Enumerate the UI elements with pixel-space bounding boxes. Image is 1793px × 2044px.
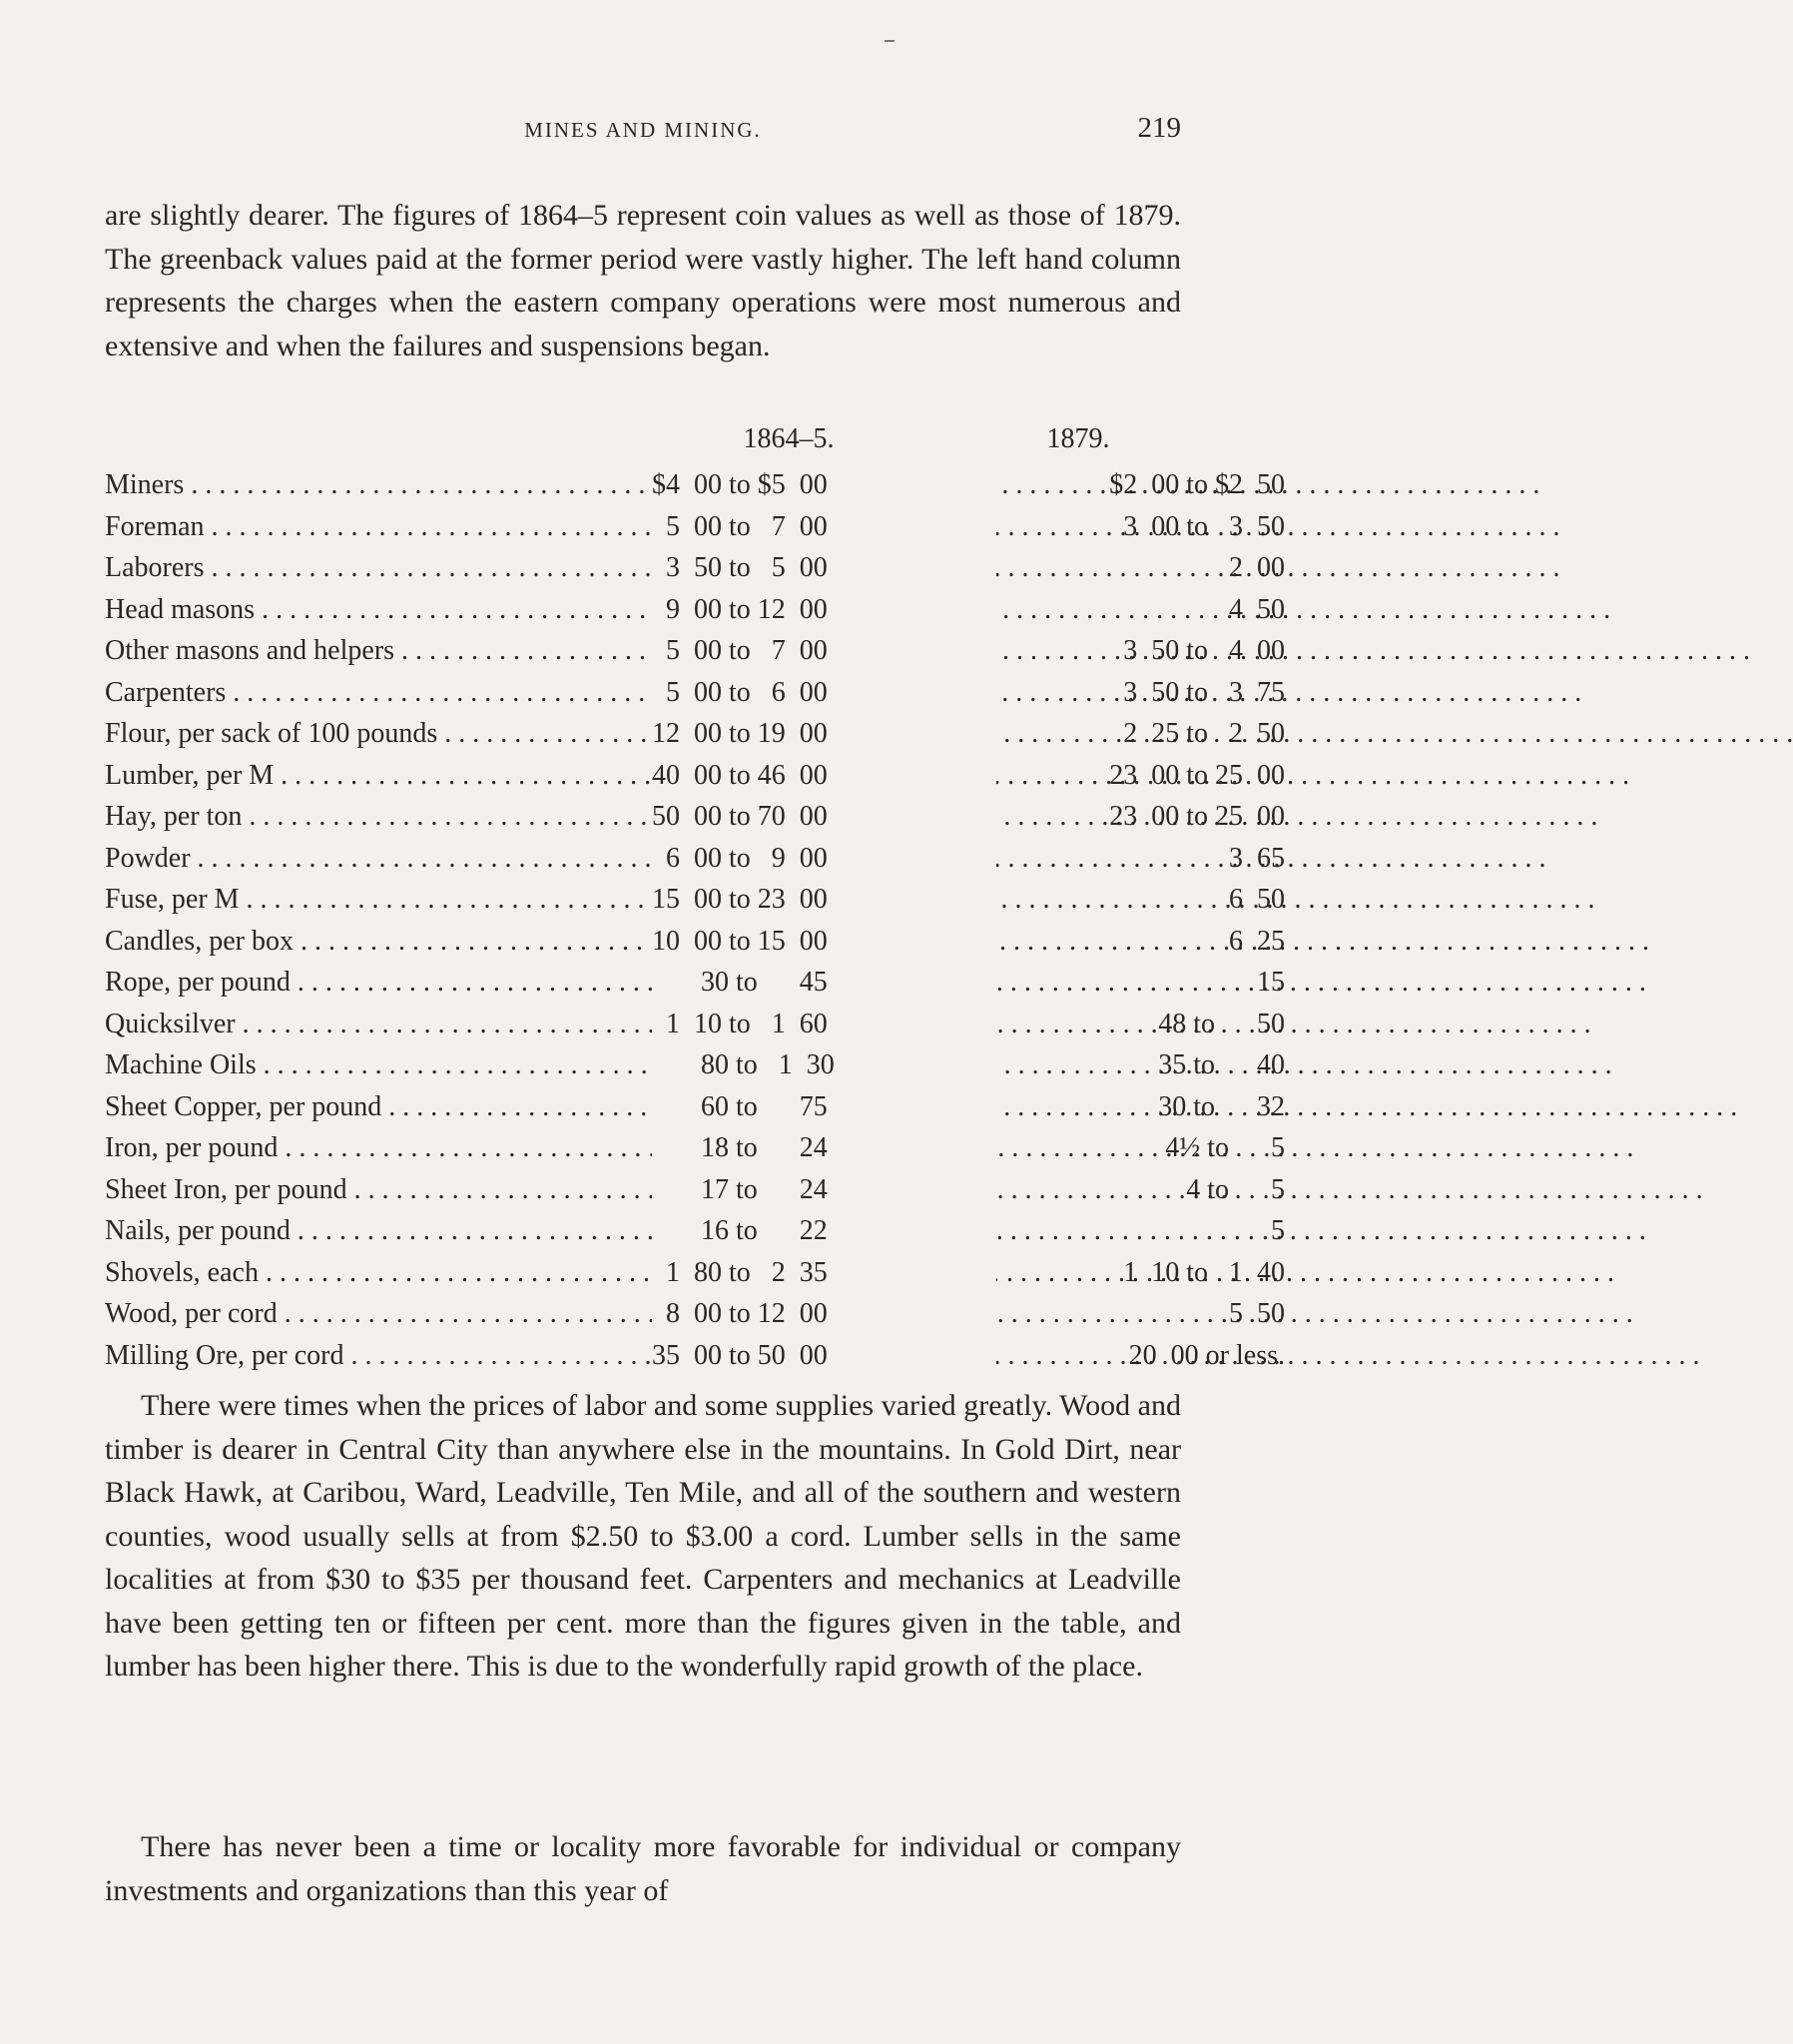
item-label: Flour, per sack of 100 pounds . . . (105, 713, 652, 755)
item-label: Iron, per pound . . . (105, 1127, 652, 1169)
running-head (105, 112, 1181, 154)
table-row (105, 921, 1285, 963)
price-1879: 4 50 (1229, 593, 1285, 625)
price-1879: 3 65 (1229, 842, 1285, 874)
paragraph-times-text: There were times when the prices of labor and some supplies varied greatly. Wood and timber is dearer in Central City than anywhere else in the mountains. In Gold Dirt, near Black Hawk, at Caribou, Ward, Leadville, Ten Mile, and all of the southern and western counties, wood usually sells at from $2.50 to $3.00 a cord. Lumber sells in the same localities at from $30 to $35 per thousand feet. Carpenters and mechanics at Leadville have been getting ten or fifteen per cent. more than the figures given in the table, and lumber has been higher there. This is due to the wonderfully rapid growth of the place. (105, 1389, 1181, 1683)
item-label: Foreman . . . (105, 506, 652, 548)
price-table (105, 464, 1285, 1376)
price-1879: 35 to 40 (1158, 1049, 1285, 1080)
item-label: Machine Oils . . . (105, 1044, 652, 1086)
price-1864: 60 to 75 (652, 1086, 996, 1128)
paragraph-investments-text: There has never been a time or locality more favorable for individual or company investments and organizations than this year of (105, 1830, 1181, 1907)
item-label: Head masons . . . (105, 589, 652, 631)
table-row (105, 464, 1285, 506)
price-1879: 3 00 to 3 50 (1123, 510, 1285, 542)
page-number: 219 (1137, 112, 1181, 144)
paragraph-investments (105, 1825, 1181, 1912)
price-1864: 15 00 to 23 00 (652, 879, 996, 921)
item-label: Powder . . . (105, 838, 652, 880)
table-row (105, 879, 1285, 921)
price-1864: $4 00 to $5 00 (652, 464, 996, 506)
price-1864: 5 00 to 7 00 (652, 506, 996, 548)
item-label: Wood, per cord . . . (105, 1293, 652, 1335)
table-row (105, 630, 1285, 672)
price-1864: 16 to 22 (652, 1210, 996, 1252)
item-label: Miners . . . (105, 464, 652, 506)
table-row (105, 506, 1285, 548)
item-label: Hay, per ton . . . (105, 796, 652, 838)
price-1879: 2 25 to 2 50 (1123, 718, 1285, 749)
price-1879: 3 50 to 3 75 (1123, 676, 1285, 708)
price-1864: 5 00 to 6 00 (652, 672, 996, 714)
price-1864: 1 10 to 1 60 (652, 1004, 996, 1045)
period-header-1864: 1864–5. (743, 423, 835, 454)
running-title: MINES AND MINING. (524, 118, 762, 142)
table-row (105, 755, 1285, 797)
item-label: Fuse, per M . . . (105, 879, 652, 921)
table-row (105, 1210, 1285, 1252)
table-row (105, 713, 1285, 755)
price-1864: 6 00 to 9 00 (652, 838, 996, 880)
table-row (105, 838, 1285, 880)
price-1864: 18 to 24 (652, 1127, 996, 1169)
price-1879: 23 00 to 25 00 (1109, 759, 1285, 791)
table-row (105, 1293, 1285, 1335)
price-1879: 1 10 to 1 40 (1123, 1256, 1285, 1288)
price-1864: 30 to 45 (652, 962, 996, 1004)
price-1879: 15 (1257, 967, 1285, 998)
price-1879: 4 to 5 (1186, 1173, 1285, 1205)
table-row (105, 1127, 1285, 1169)
item-label: Carpenters . . . (105, 672, 652, 714)
item-label: Rope, per pound . . . (105, 962, 652, 1004)
item-label: Nails, per pound . . . (105, 1210, 652, 1252)
intro-paragraph: are slightly dearer. The figures of 1864–5 represent coin values as well as those of 1879. The greenback values paid at the former period were vastly higher. The left hand column represents the charges when the eastern company operations were most numerous and extensive and when the failures and suspensions began. (105, 199, 1181, 362)
table-row (105, 1086, 1285, 1128)
table-row (105, 547, 1285, 589)
price-1864: 5 00 to 7 00 (652, 630, 996, 672)
price-1864: 17 to 24 (652, 1169, 996, 1211)
table-row (105, 1044, 1285, 1086)
item-label: Sheet Iron, per pound . . . (105, 1169, 652, 1211)
paragraph-times (105, 1384, 1181, 1689)
table-row (105, 1335, 1285, 1377)
table-row (105, 796, 1285, 838)
price-1864: 9 00 to 12 00 (652, 589, 996, 631)
price-1879: $2 00 to $2 50 (1109, 469, 1285, 500)
price-1864: 40 00 to 46 00 (652, 755, 996, 797)
top-mark (885, 40, 895, 42)
price-1864: 3 50 to 5 00 (652, 547, 996, 589)
table-row (105, 1252, 1285, 1294)
price-1879: 5 50 (1229, 1298, 1285, 1329)
price-1879: 20 00 or less. (1128, 1339, 1285, 1371)
item-label: Candles, per box . . . (105, 921, 652, 963)
item-label: Sheet Copper, per pound . . . (105, 1086, 652, 1128)
price-1879: 4½ to 5 (1165, 1132, 1285, 1163)
price-1864: 10 00 to 15 00 (652, 921, 996, 963)
price-1879: 48 to 50 (1158, 1008, 1285, 1039)
price-1864: 8 00 to 12 00 (652, 1293, 996, 1335)
item-label: Laborers . . . (105, 547, 652, 589)
price-1864: 50 00 to 70 00 (652, 796, 996, 838)
table-row (105, 672, 1285, 714)
price-1879: 2 00 (1229, 552, 1285, 583)
price-1864: 80 to 1 30 (652, 1044, 996, 1086)
period-header-1879: 1879. (1046, 423, 1110, 454)
item-label: Quicksilver . . . (105, 1004, 652, 1045)
table-row (105, 1169, 1285, 1211)
item-label: Milling Ore, per cord . . . (105, 1335, 652, 1377)
item-label: Other masons and helpers . . . (105, 630, 652, 672)
price-1864: 35 00 to 50 00 (652, 1335, 996, 1377)
price-1864: 1 80 to 2 35 (652, 1252, 996, 1294)
table-row (105, 589, 1285, 631)
price-1879: 5 (1271, 1215, 1285, 1246)
price-1879: 23 00 to 25 00 (1109, 801, 1285, 832)
table-row (105, 1004, 1285, 1045)
price-1879: 3 50 to 4 00 (1123, 635, 1285, 666)
price-1864: 12 00 to 19 00 (652, 713, 996, 755)
price-1879: 6 25 (1229, 925, 1285, 957)
item-label: Shovels, each . . . (105, 1252, 652, 1294)
price-1879: 30 to 32 (1158, 1090, 1285, 1122)
table-row (105, 962, 1285, 1004)
item-label: Lumber, per M . . . (105, 755, 652, 797)
price-1879: 6 50 (1229, 884, 1285, 915)
